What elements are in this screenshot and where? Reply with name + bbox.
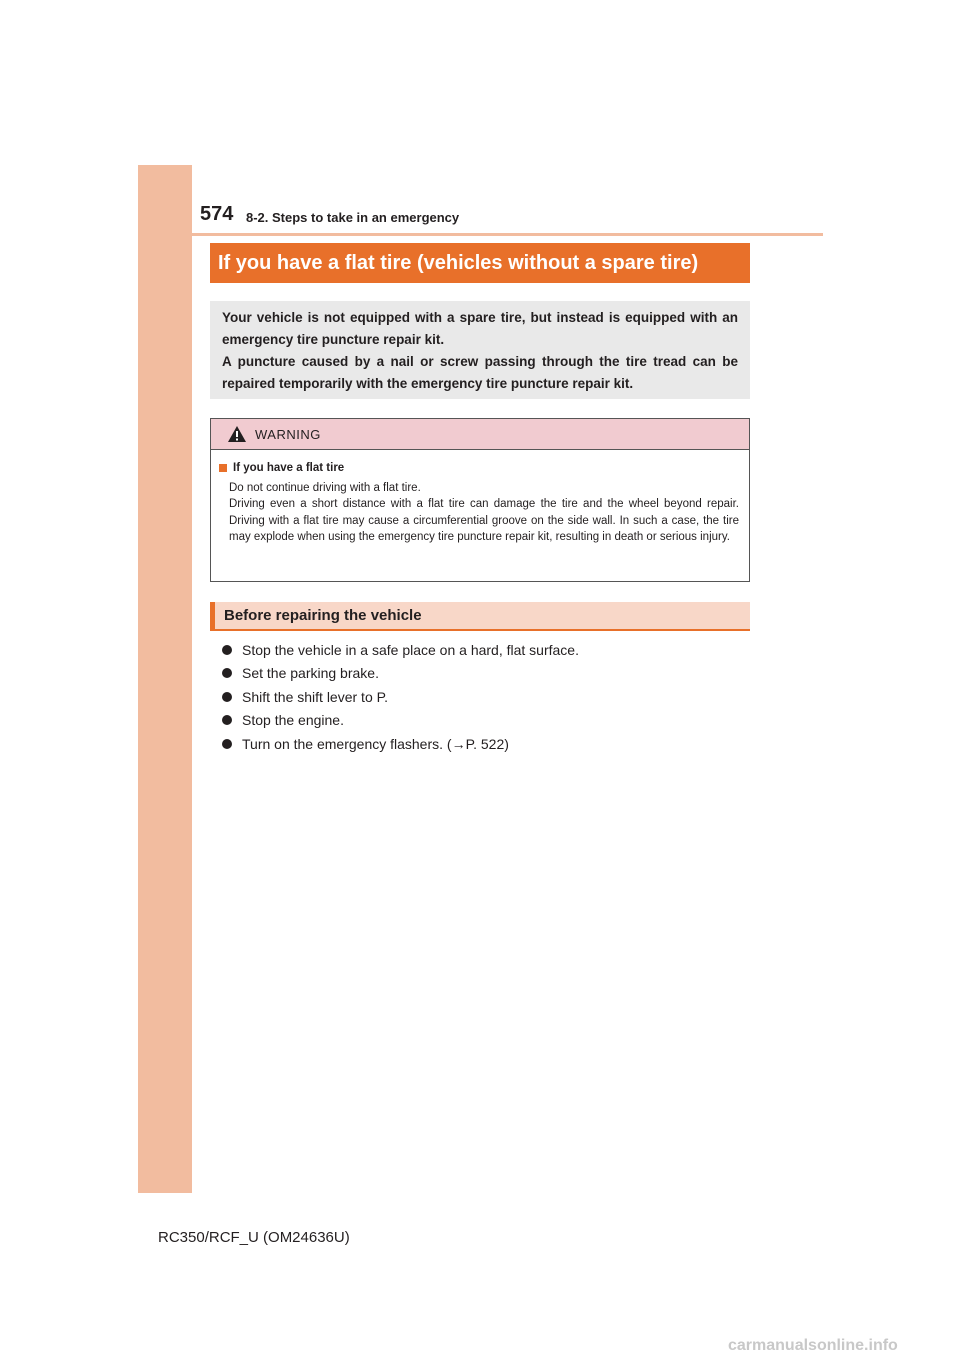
header-rule [138,233,823,236]
page-title: If you have a flat tire (vehicles without a spare tire) [218,251,699,274]
section-reference: 8-2. Steps to take in an emergency [246,210,460,225]
warning-line-1: Do not continue driving with a flat tire. [229,482,421,494]
bullet-icon [222,739,232,749]
steps-list [222,638,750,756]
watermark: carmanualsonline.info [728,1337,898,1354]
footer-model-code: RC350/RCF_U (OM24636U) [158,1229,350,1246]
warning-line-2: Driving even a short distance with a flat tire can damage the tire and the wheel beyond repair. Driving with a flat tire may cause a circumferential groove on the side wall. In such a case, the tire may explode when using the emergency tire puncture repair kit, resulting in death or serious injury. [229,498,739,543]
list-item [222,732,750,756]
side-bar [138,165,192,1193]
warning-subhead-text: If you have a flat tire [233,462,345,474]
page-number: 574 [200,203,234,225]
warning-box [210,418,750,582]
list-item [222,709,750,733]
list-item [222,638,750,662]
step-text: Stop the vehicle in a safe place on a hard, flat surface. [242,641,579,658]
warning-triangle-icon [227,425,247,443]
step-text: Shift the shift lever to P. [242,688,389,705]
intro-line-1: Your vehicle is not equipped with a spare tire, but instead is equipped with an emergency tire puncture repair kit. [222,310,738,347]
bullet-icon [222,645,232,655]
intro-box [210,301,750,399]
warning-subhead [219,462,739,474]
list-item [222,662,750,686]
warning-body [211,450,749,545]
section-banner [210,602,750,631]
intro-line-2: A puncture caused by a nail or screw passing through the tire tread can be repaired temporarily with the emergency tire puncture repair kit. [222,354,738,391]
bullet-icon [222,715,232,725]
warning-header [211,419,749,450]
step-text: Stop the engine. [242,712,344,729]
square-bullet-icon [219,464,227,472]
step-text: Set the parking brake. [242,665,379,682]
bullet-icon [222,692,232,702]
bullet-icon [222,668,232,678]
warning-text [229,480,739,545]
warning-label: WARNING [255,426,321,442]
section-title: Before repairing the vehicle [224,607,422,624]
title-banner [210,243,750,283]
list-item [222,685,750,709]
step-text: Turn on the emergency flashers. (→P. 522) [242,735,509,752]
